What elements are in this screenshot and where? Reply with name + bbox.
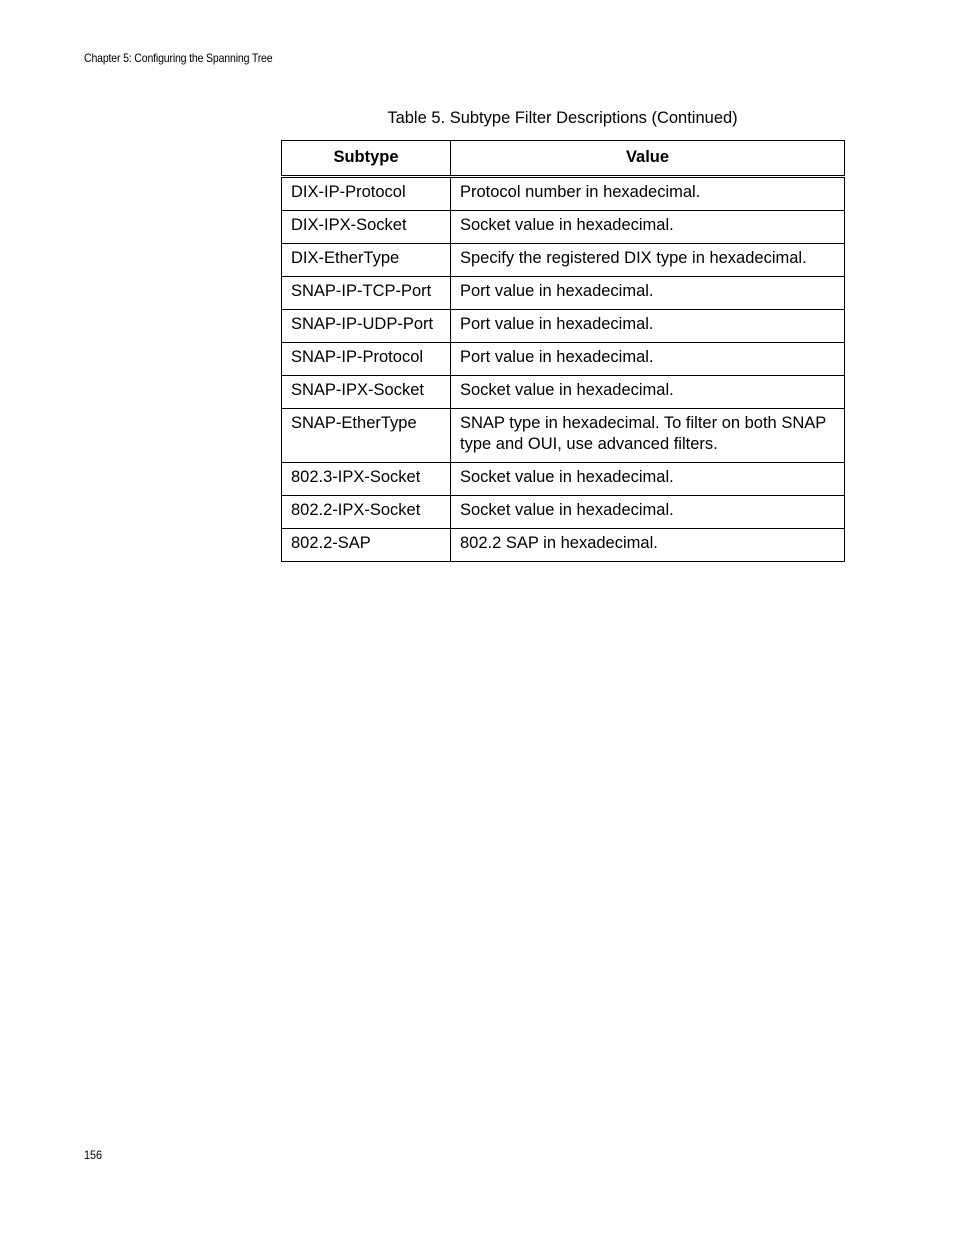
- subtype-cell: SNAP-EtherType: [282, 409, 451, 463]
- table-row: [282, 376, 845, 409]
- subtype-cell: DIX-IPX-Socket: [282, 211, 451, 244]
- table-row: [282, 529, 845, 562]
- table-row: [282, 310, 845, 343]
- value-cell: Port value in hexadecimal.: [451, 277, 845, 310]
- table-row: [282, 409, 845, 463]
- table-row: [282, 463, 845, 496]
- subtype-cell: 802.2-SAP: [282, 529, 451, 562]
- subtype-cell: 802.2-IPX-Socket: [282, 496, 451, 529]
- column-header-subtype: Subtype: [282, 141, 451, 177]
- value-cell: Socket value in hexadecimal.: [451, 211, 845, 244]
- page-number: 156: [84, 1148, 103, 1162]
- table-header: [282, 141, 845, 177]
- value-cell: Specify the registered DIX type in hexadecimal.: [451, 244, 845, 277]
- table-caption: Table 5. Subtype Filter Descriptions (Continued): [387, 109, 738, 127]
- table-row: [282, 496, 845, 529]
- value-cell: 802.2 SAP in hexadecimal.: [451, 529, 845, 562]
- subtype-filter-table: [281, 140, 845, 562]
- value-cell: Protocol number in hexadecimal.: [451, 177, 845, 211]
- subtype-cell: SNAP-IP-Protocol: [282, 343, 451, 376]
- table-row: [282, 211, 845, 244]
- value-cell: SNAP type in hexadecimal. To filter on both SNAP type and OUI, use advanced filters.: [451, 409, 845, 463]
- value-cell: Socket value in hexadecimal.: [451, 463, 845, 496]
- subtype-cell: DIX-EtherType: [282, 244, 451, 277]
- value-cell: Port value in hexadecimal.: [451, 343, 845, 376]
- subtype-cell: 802.3-IPX-Socket: [282, 463, 451, 496]
- value-cell: Socket value in hexadecimal.: [451, 376, 845, 409]
- subtype-cell: SNAP-IP-TCP-Port: [282, 277, 451, 310]
- subtype-cell: SNAP-IPX-Socket: [282, 376, 451, 409]
- header-row: [282, 141, 845, 177]
- table-row: [282, 277, 845, 310]
- value-cell: Socket value in hexadecimal.: [451, 496, 845, 529]
- subtype-cell: DIX-IP-Protocol: [282, 177, 451, 211]
- table-row: [282, 343, 845, 376]
- table-row: [282, 177, 845, 211]
- running-header: Chapter 5: Configuring the Spanning Tree: [84, 51, 273, 65]
- column-header-value: Value: [451, 141, 845, 177]
- table-body: [282, 177, 845, 562]
- table-row: [282, 244, 845, 277]
- subtype-cell: SNAP-IP-UDP-Port: [282, 310, 451, 343]
- value-cell: Port value in hexadecimal.: [451, 310, 845, 343]
